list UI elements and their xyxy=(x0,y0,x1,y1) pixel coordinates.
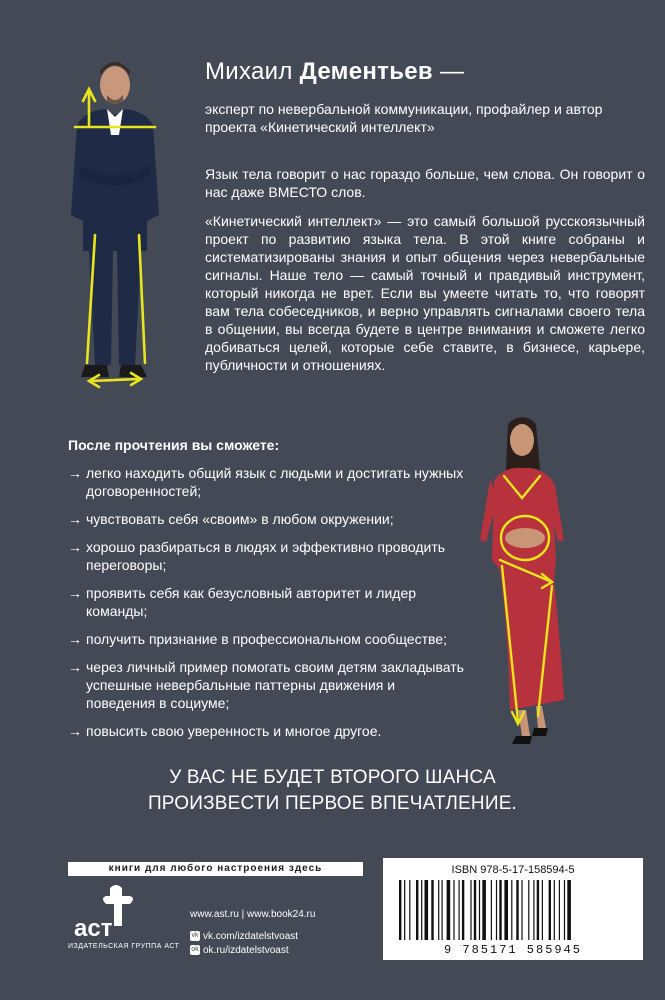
author-dash: — xyxy=(439,58,465,85)
arrow-icon: → xyxy=(68,465,82,481)
publisher-name: ИЗДАТЕЛЬСКАЯ ГРУППА АСТ xyxy=(68,943,180,950)
tagline xyxy=(0,765,665,817)
list-item-text: проявить себя как безусловный авторитет и лидер команды; xyxy=(86,585,417,619)
author-last-name: Дементьев xyxy=(299,58,433,85)
barcode-icon xyxy=(395,880,631,944)
tagline-line-1: У ВАС НЕ БУДЕТ ВТОРОГО ШАНСА xyxy=(169,767,496,788)
arrow-icon: → xyxy=(68,659,82,675)
vk-icon: vk xyxy=(191,932,199,940)
list-item xyxy=(68,722,468,740)
websites[interactable]: www.ast.ru | www.book24.ru xyxy=(190,909,316,920)
arrow-icon: → xyxy=(68,723,82,739)
arrow-icon: → xyxy=(68,585,82,601)
isbn-text: ISBN 978-5-17-158594-5 xyxy=(451,864,575,876)
photo-woman xyxy=(470,410,580,750)
list-item xyxy=(68,658,468,712)
tagline-line-2: ПРОИЗВЕСТИ ПЕРВОЕ ВПЕЧАТЛЕНИЕ. xyxy=(147,793,518,814)
intro-paragraph-2: «Кинетический интеллект» — это самый большой русскоязычный проект по развитию языка тела. В этой книге собраны и систематизированы знания и опыт общения через невербальные сигналы. Наше тело — самый точный и правдивый инструмент, который никогда не врет. Если вы умеете читать то, что говорят вам тела собеседников, и верно управлять сигналами своего тела в общении, вы всегда будете в центре внимания и сможете легко добиваться целей, которые себе ставите, в бизнесе, карьере, публичности и отношениях. xyxy=(205,213,645,373)
list-item-text: легко находить общий язык с людьми и достигать нужных договоренностей; xyxy=(86,465,464,499)
slogan-strip: книги для любого настроения здесь xyxy=(68,862,363,876)
author-role: эксперт по невербальной коммуникации, профайлер и автор проекта «Кинетический интеллект» xyxy=(205,101,603,135)
ok-link[interactable]: ok.ru/izdatelstvoast xyxy=(203,945,289,956)
author-photo-man xyxy=(55,45,175,405)
author-first-name: Михаил xyxy=(205,58,293,85)
list-item-text: хорошо разбираться в людях и эффективно проводить переговоры; xyxy=(86,539,446,573)
barcode-number: 9 785171 585945 xyxy=(443,943,583,957)
intro-paragraph-1: Язык тела говорит о нас гораздо больше, чем слова. Он говорит о нас даже ВМЕСТО слов. xyxy=(205,166,645,200)
vk-link[interactable]: vk.com/izdatelstvoast xyxy=(203,931,299,942)
list-item xyxy=(68,584,468,620)
barcode-block xyxy=(383,858,643,960)
author-name xyxy=(205,58,464,86)
list-item xyxy=(68,510,468,528)
arrow-icon: → xyxy=(68,539,82,555)
publisher-links xyxy=(190,908,315,958)
list-item xyxy=(68,630,468,648)
list-item-text: повысить свою уверенность и многое другое. xyxy=(86,723,382,739)
list-item-text: чувствовать себя «своим» в любом окружении; xyxy=(86,511,394,527)
arrow-icon: → xyxy=(68,511,82,527)
ok-icon: ok xyxy=(191,946,199,954)
benefits-heading: После прочтения вы сможете: xyxy=(68,437,280,453)
benefits-list xyxy=(68,464,468,750)
logo-text: аст xyxy=(74,915,113,942)
arrow-icon: → xyxy=(68,631,82,647)
list-item xyxy=(68,464,468,500)
list-item-text: через личный пример помогать своим детям закладывать успешные невербальные паттерны движения и поведения в социуме; xyxy=(86,659,464,711)
list-item-text: получить признание в профессиональном сообществе; xyxy=(86,631,447,647)
list-item xyxy=(68,538,468,574)
